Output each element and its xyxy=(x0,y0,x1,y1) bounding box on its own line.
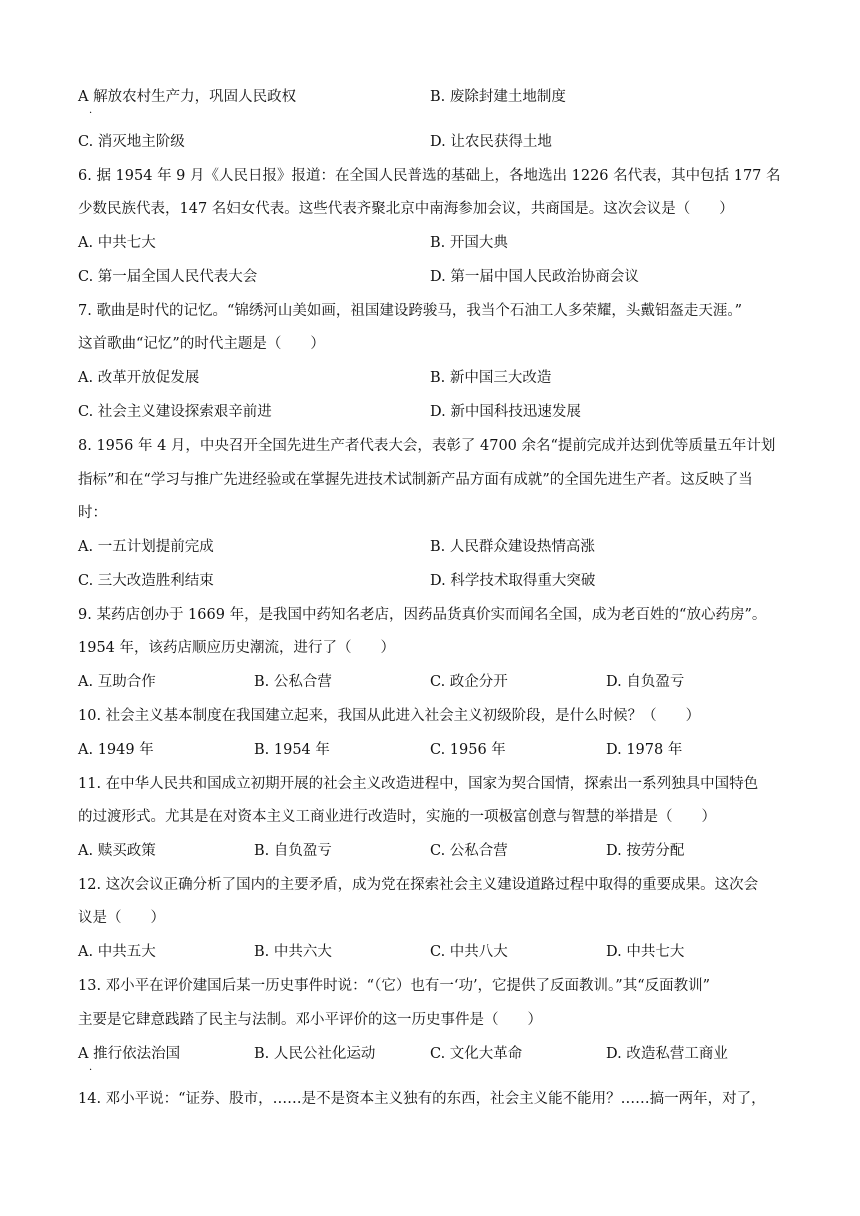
q6-stem-line-2: 少数民族代表，147 名妇女代表。这些代表齐聚北京中南海参加会议，共商国是。这次会议是（ ） xyxy=(78,201,734,217)
q11-stem-line-1: 11. 在中华人民共和国成立初期开展的社会主义改造进程中，国家为契合国情，探索出一系列独具中国特色 xyxy=(78,776,759,792)
q9-stem-line-1: 9. 某药店创办于 1669 年，是我国中药知名老店，因药品货真价实而闻名全国，成为老百姓的“放心药房”。 xyxy=(78,607,767,623)
q8-option-c[interactable]: C. 三大改造胜利结束 xyxy=(78,573,214,589)
q12-stem-line-2: 议是（ ） xyxy=(78,910,165,926)
q7-option-a[interactable]: A. 改革开放促发展 xyxy=(78,370,200,386)
q6-option-d[interactable]: D. 第一届中国人民政治协商会议 xyxy=(430,269,639,285)
q8-option-d[interactable]: D. 科学技术取得重大突破 xyxy=(430,573,596,589)
dot-mark: · xyxy=(89,1065,93,1076)
q12-option-d[interactable]: D. 中共七大 xyxy=(606,944,685,960)
q11-option-c[interactable]: C. 公私合营 xyxy=(430,843,508,859)
q8-option-a[interactable]: A. 一五计划提前完成 xyxy=(78,539,214,555)
q6-option-a[interactable]: A. 中共七大 xyxy=(78,235,156,251)
q5-option-b[interactable]: B. 废除封建土地制度 xyxy=(430,89,566,105)
q13-option-c[interactable]: C. 文化大革命 xyxy=(430,1046,523,1062)
q12-option-a[interactable]: A. 中共五大 xyxy=(78,944,156,960)
q8-stem-line-1: 8. 1956 年 4 月，中央召开全国先进生产者代表大会，表彰了 4700 余名“提前完成并达到优等质量五年计划 xyxy=(78,438,776,454)
q8-stem-line-3: 时： xyxy=(78,505,107,521)
q7-stem-line-2: 这首歌曲“记忆”的时代主题是（ ） xyxy=(78,336,325,352)
q9-option-c[interactable]: C. 政企分开 xyxy=(430,674,508,690)
q9-option-b[interactable]: B. 公私合营 xyxy=(254,674,332,690)
q13-option-b[interactable]: B. 人民公社化运动 xyxy=(254,1046,376,1062)
q10-option-d[interactable]: D. 1978 年 xyxy=(606,742,683,758)
dot-mark: · xyxy=(89,108,93,119)
q13-option-d[interactable]: D. 改造私营工商业 xyxy=(606,1046,728,1062)
q11-option-a[interactable]: A. 赎买政策 xyxy=(78,843,156,859)
q7-stem-line-1: 7. 歌曲是时代的记忆。“锦绣河山美如画，祖国建设跨骏马，我当个石油工人多荣耀，头戴铝盔走天涯。” xyxy=(78,303,743,319)
q11-option-d[interactable]: D. 按劳分配 xyxy=(606,843,685,859)
q10-option-c[interactable]: C. 1956 年 xyxy=(430,742,506,758)
q7-option-b[interactable]: B. 新中国三大改造 xyxy=(430,370,552,386)
q6-option-c[interactable]: C. 第一届全国人民代表大会 xyxy=(78,269,258,285)
q6-stem-line-1: 6. 据 1954 年 9 月《人民日报》报道：在全国人民普选的基础上，各地选出 1226 名代表，其中包括 177 名 xyxy=(78,168,781,184)
q6-option-b[interactable]: B. 开国大典 xyxy=(430,235,508,251)
q9-option-d[interactable]: D. 自负盈亏 xyxy=(606,674,685,690)
q13-stem-line-1: 13. 邓小平在评价建国后某一历史事件时说：“（它）也有一‘功’，它提供了反面教训。”其“反面教训” xyxy=(78,978,711,994)
q11-stem-line-2: 的过渡形式。尤其是在对资本主义工商业进行改造时，实施的一项极富创意与智慧的举措是（ ） xyxy=(78,809,716,825)
q8-option-b[interactable]: B. 人民群众建设热情高涨 xyxy=(430,539,595,555)
q13-stem-line-2: 主要是它肆意践踏了民主与法制。邓小平评价的这一历史事件是（ ） xyxy=(78,1012,542,1028)
q5-option-d[interactable]: D. 让农民获得土地 xyxy=(430,134,552,150)
q10-option-a[interactable]: A. 1949 年 xyxy=(78,742,154,758)
q12-option-b[interactable]: B. 中共六大 xyxy=(254,944,332,960)
q12-stem-line-1: 12. 这次会议正确分析了国内的主要矛盾，成为党在探索社会主义建设道路过程中取得的重要成果。这次会 xyxy=(78,877,759,893)
q9-stem-line-2: 1954 年，该药店顺应历史潮流，进行了（ ） xyxy=(78,640,396,656)
q10-stem-line-1: 10. 社会主义基本制度在我国建立起来，我国从此进入社会主义初级阶段，是什么时候？（ ） xyxy=(78,708,701,724)
q12-option-c[interactable]: C. 中共八大 xyxy=(430,944,508,960)
q13-option-a[interactable]: A 推行依法治国 xyxy=(78,1046,181,1062)
q11-option-b[interactable]: B. 自负盈亏 xyxy=(254,843,332,859)
q7-option-d[interactable]: D. 新中国科技迅速发展 xyxy=(430,404,581,420)
q7-option-c[interactable]: C. 社会主义建设探索艰辛前进 xyxy=(78,404,272,420)
q5-option-c[interactable]: C. 消灭地主阶级 xyxy=(78,134,185,150)
q5-option-a[interactable]: A 解放农村生产力，巩固人民政权 xyxy=(78,89,297,105)
q14-stem-line-1: 14. 邓小平说：“证券、股市，……是不是资本主义独有的东西，社会主义能不能用？……搞一两年，对了， xyxy=(78,1091,766,1107)
q9-option-a[interactable]: A. 互助合作 xyxy=(78,674,156,690)
q10-option-b[interactable]: B. 1954 年 xyxy=(254,742,330,758)
q8-stem-line-2: 指标”和在“学习与推广先进经验或在掌握先进技术试制新产品方面有成就”的全国先进生产者。这反映了当 xyxy=(78,472,753,488)
